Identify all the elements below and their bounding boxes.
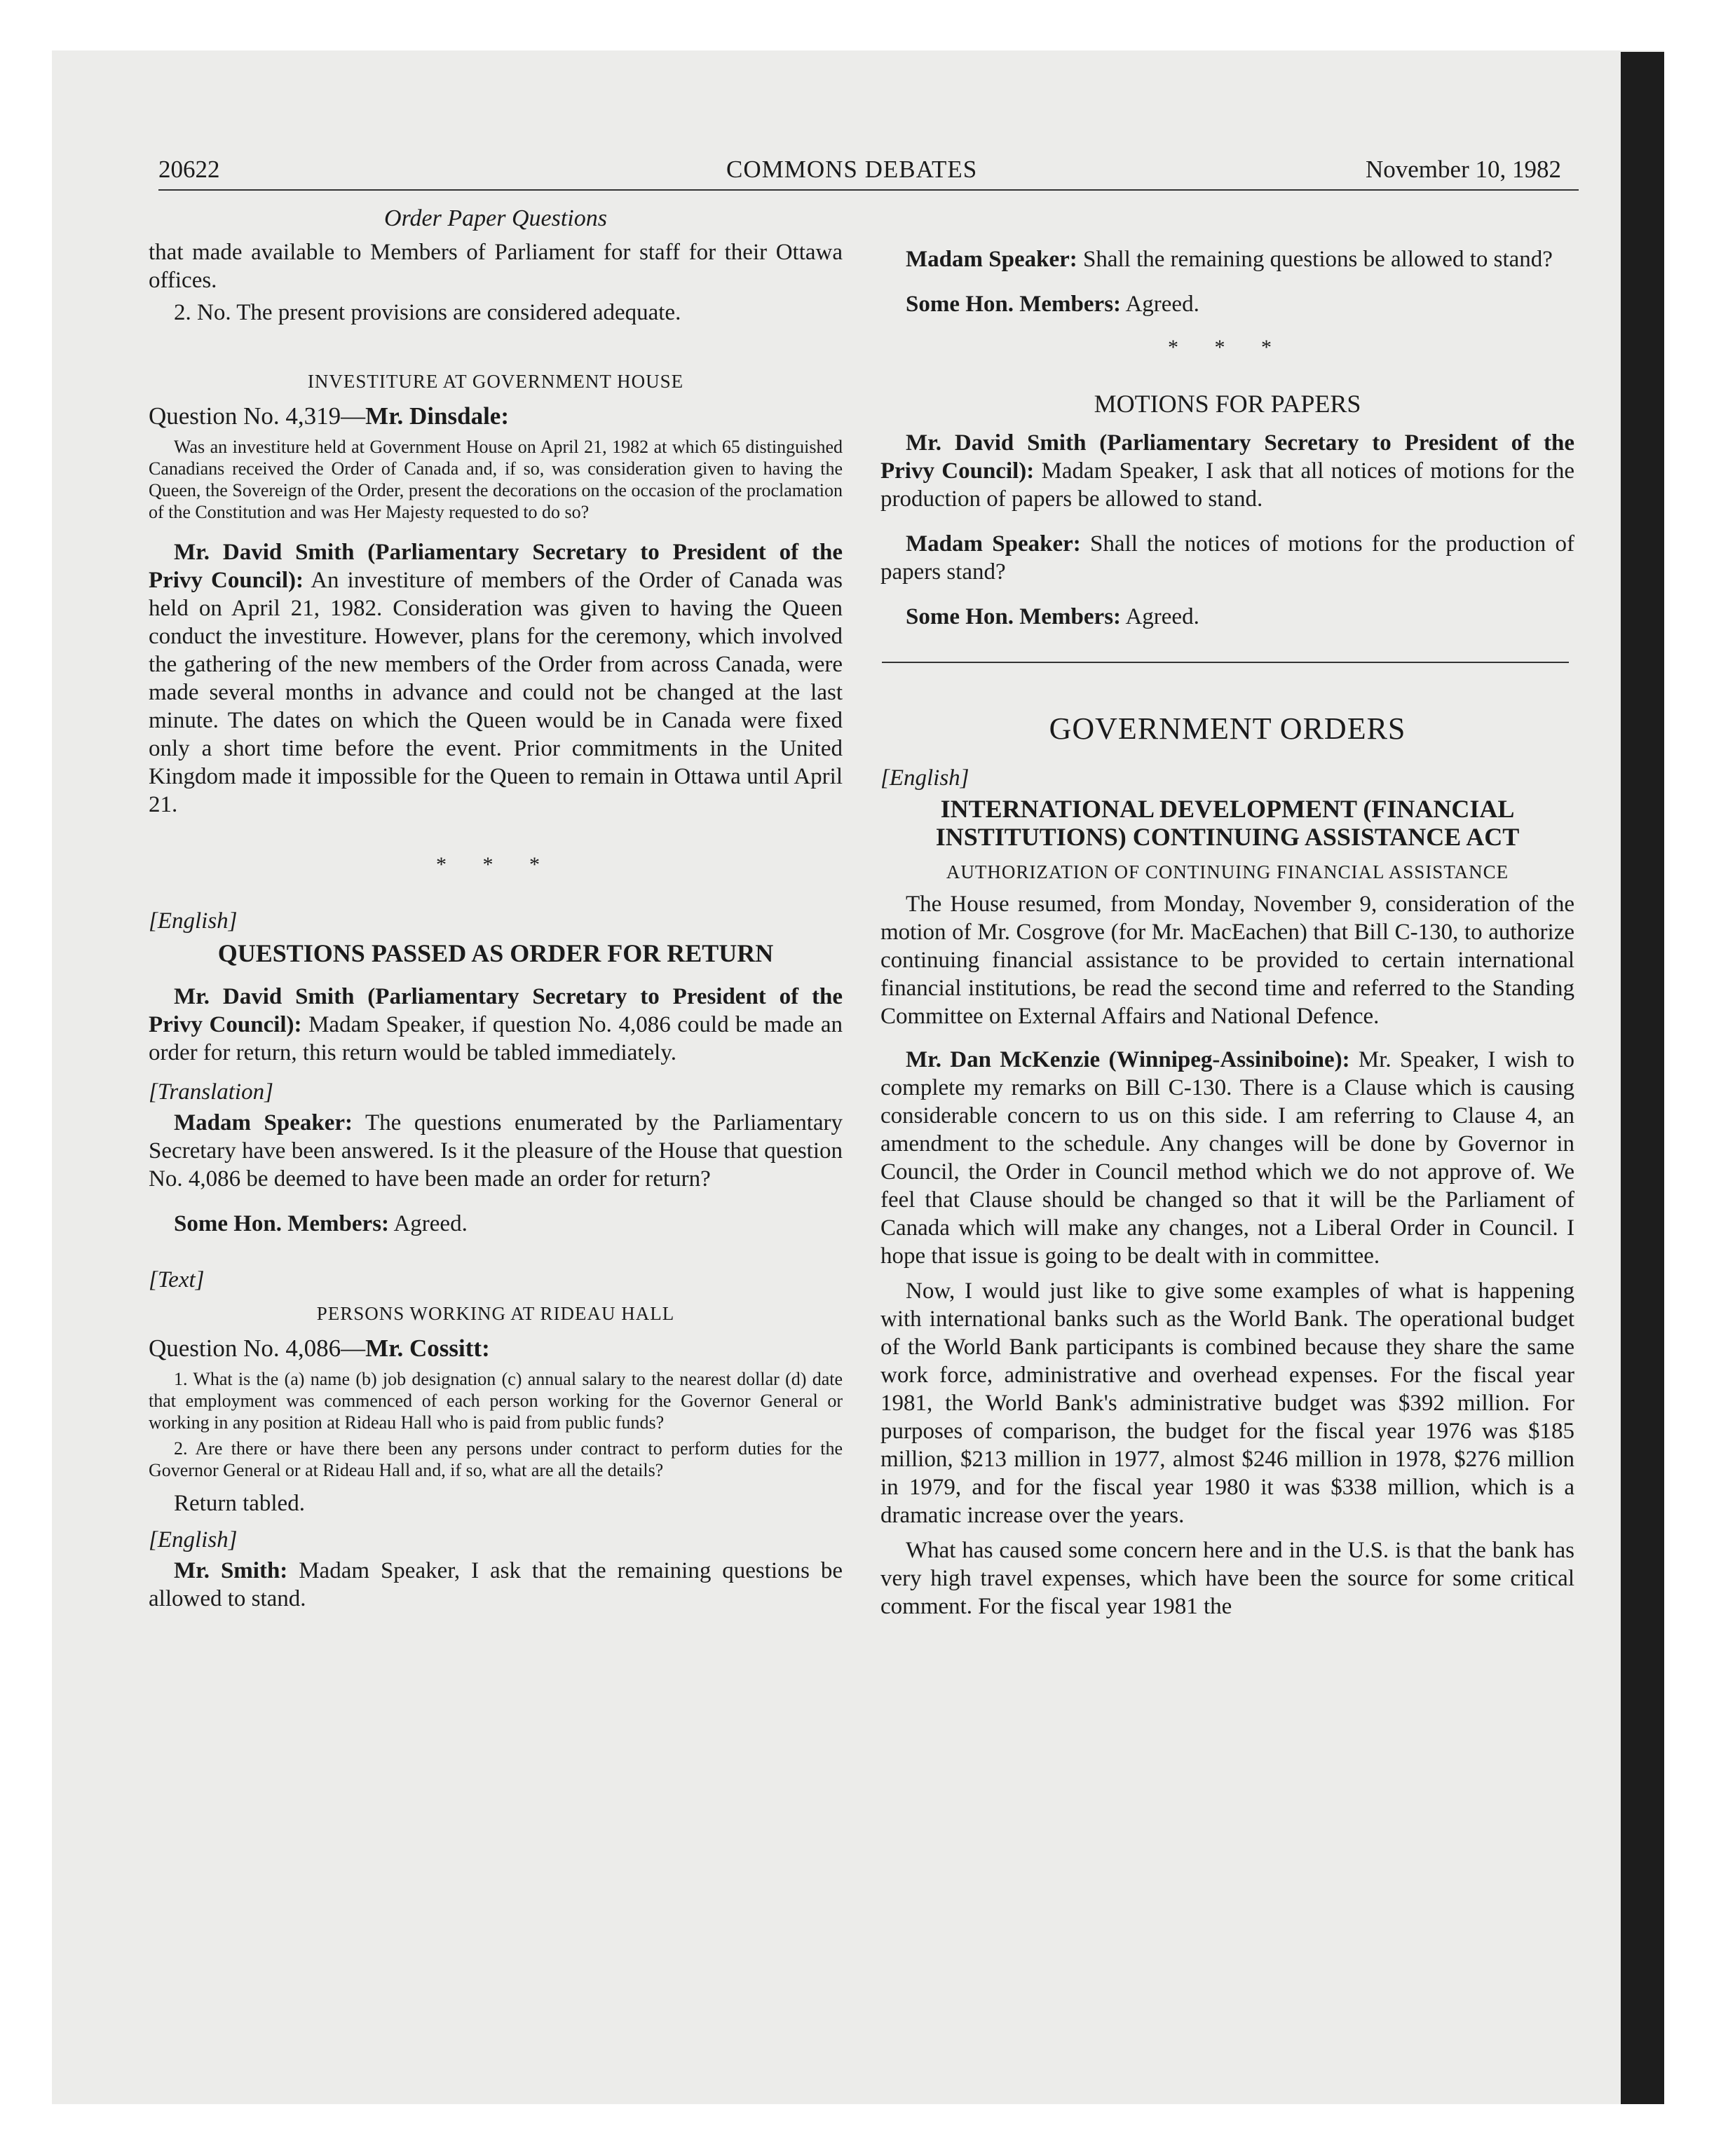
paragraph: What has caused some concern here and in the U.S. is that the bank has very high travel expenses, which have been the source for some critical comment. For the fiscal year 1981 the (880, 1538, 1574, 1619)
speech-paragraph: Madam Speaker: The questions enumerated by the Parliamentary Secretary have been answered. Is it the pleasure of the House that question No. 4,086 be deemed to have been made an order for return? (149, 1110, 843, 1192)
scan-edge-shadow (1621, 52, 1664, 2104)
question-number: Question No. 4,319— (149, 402, 366, 430)
page-number: 20622 (158, 156, 220, 183)
speech-paragraph: Some Hon. Members: Agreed. (906, 604, 1199, 629)
speaker-name: Mr. David Smith (Parliamentary Secretary to President of the Privy Council): (149, 984, 843, 1037)
answer-text: An investiture of members of the Order of Canada was held on April 21, 1982. Consideration was given to having the Queen conduct the investiture. However, plans for the ceremony, which involved the gathering of the new members of the Order from across Canada, were made several months in advance and could not be changed at the last minute. The dates on which the Queen would be in Canada were fixed only a short time before the event. Prior commitments in the United Kingdom made it impossible for the Queen to remain in Ottawa until April 21. (149, 568, 843, 817)
question-text: 1. What is the (a) name (b) job designation (c) annual salary to the nearest dollar (d) date that employment was commenced of each person working for the Governor General or working in any position at Rideau Hall who is paid from public funds? (149, 1369, 843, 1433)
language-tag: [Translation] (149, 1079, 273, 1105)
speaker-name: Some Hon. Members: (906, 604, 1122, 629)
page-date: November 10, 1982 (1366, 156, 1561, 183)
paragraph: 2. No. The present provisions are considered adequate. (174, 300, 681, 325)
speech-paragraph: Madam Speaker: Shall the remaining questions be allowed to stand? (906, 247, 1553, 272)
language-tag: [English] (149, 1527, 238, 1553)
section-separator-stars: * * * (1168, 336, 1287, 359)
answer-paragraph: Mr. David Smith (Parliamentary Secretary to President of the Privy Council): Madam Speaker, if question No. 4,086 could be made an order for return, this return would be tabled immediately. (149, 984, 843, 1065)
section-rule (882, 662, 1569, 663)
left-column (149, 205, 843, 1613)
paragraph: The House resumed, from Monday, November 9, consideration of the motion of Mr. Cosgrove (for Mr. MacEachen) that Bill C-130, to authorize continuing financial assistance to be provided to certain international financial institutions, be read the second time and referred to the Standing Committee on External Affairs and National Defence. (880, 892, 1574, 1029)
subject-heading: INVESTITURE AT GOVERNMENT HOUSE (307, 371, 684, 392)
section-heading: Order Paper Questions (384, 205, 607, 231)
question-line (149, 1335, 843, 1363)
speech-paragraph: Mr. David Smith (Parliamentary Secretary to President of the Privy Council): Madam Speaker, I ask that all notices of motions for the production of papers be allowed to stand. (880, 430, 1574, 512)
return-tabled: Return tabled. (174, 1491, 305, 1516)
paragraph: that made available to Members of Parliament for staff for their Ottawa offices. (149, 240, 843, 293)
question-number: Question No. 4,086— (149, 1335, 366, 1362)
subject-heading: MOTIONS FOR PAPERS (1094, 390, 1361, 418)
speaker-name: Some Hon. Members: (906, 292, 1122, 317)
speaker-name: Some Hon. Members: (174, 1211, 390, 1236)
questioner-name: Mr. Dinsdale: (365, 402, 509, 430)
answer-paragraph (149, 538, 843, 819)
question-text: Was an investiture held at Government House on April 21, 1982 at which 65 distinguished Canadians received the Order of Canada and, if so, was consideration given to having the Queen, the Sovereign of the Order, present the decorations on the occasion of the proclamation of the Constitution and was Her Majesty requested to do so? (149, 437, 843, 522)
speech-paragraph: Some Hon. Members: Agreed. (174, 1211, 468, 1236)
question-text: 2. Are there or have there been any persons under contract to perform duties for the Governor General or at Rideau Hall and, if so, what are all the details? (149, 1438, 843, 1480)
speech-paragraph: Some Hon. Members: Agreed. (906, 292, 1199, 317)
speaker-name: Madam Speaker: (906, 531, 1081, 557)
bill-title: INTERNATIONAL DEVELOPMENT (FINANCIAL INSTITUTIONS) CONTINUING ASSISTANCE ACT (935, 795, 1520, 851)
speaker-name: Mr. David Smith (Parliamentary Secretary to President of the Privy Council): (880, 430, 1574, 484)
major-heading: GOVERNMENT ORDERS (1049, 711, 1406, 746)
speaker-name: Madam Speaker: (174, 1110, 353, 1135)
speech-paragraph: Madam Speaker: Shall the notices of motions for the production of papers stand? (880, 531, 1575, 585)
publication-title: COMMONS DEBATES (726, 156, 978, 183)
speaker-name: Mr. Smith: (174, 1558, 288, 1583)
subject-heading: PERSONS WORKING AT RIDEAU HALL (316, 1303, 675, 1324)
right-column (880, 245, 1574, 1621)
subject-heading: AUTHORIZATION OF CONTINUING FINANCIAL ASSISTANCE (946, 861, 1509, 882)
paragraph: Now, I would just like to give some examples of what is happening with international banks such as the World Bank. The operational budget of the World Bank participants is combined because they share the same work force, administrative and overhead expenses. For the fiscal year 1981, the World Bank's administrative budget was $392 million. For purposes of comparison, the budget for the fiscal year 1976 was $185 million, $213 million in 1977, almost $246 million in 1978, $276 million in 1979, and for the fiscal year 1980 it was $338 million, which is a dramatic increase over the years. (880, 1278, 1574, 1528)
speaker-name: Mr. David Smith (Parliamentary Secretary to President of the Privy Council): (149, 540, 843, 593)
language-tag: [Text] (149, 1267, 205, 1292)
subject-heading: QUESTIONS PASSED AS ORDER FOR RETURN (217, 939, 774, 967)
header-rule (158, 189, 1579, 191)
speaker-name: Madam Speaker: (906, 247, 1077, 272)
speech-paragraph: Mr. Smith: Madam Speaker, I ask that the remaining questions be allowed to stand. (149, 1558, 843, 1611)
speaker-name: Mr. Dan McKenzie (Winnipeg-Assiniboine): (906, 1047, 1350, 1072)
questioner-name: Mr. Cossitt: (365, 1335, 490, 1362)
speech-paragraph: Mr. Dan McKenzie (Winnipeg-Assiniboine): Mr. Speaker, I wish to complete my remarks on Bill C-130. There is a Clause which is causing considerable concern to us on this side. I am referring to Clause 4, an amendment to the schedule. Any changes will be done by Governor in Council, the Order in Council method which we do not approve of. We feel that Clause should be changed so that it will be the Parliament of Canada which will make any changes, not a Liberal Order in Council. I hope that issue is going to be dealt with in committee. (880, 1047, 1574, 1269)
question-line (149, 402, 843, 430)
language-tag: [English] (149, 908, 238, 934)
section-separator-stars: * * * (436, 853, 555, 876)
language-tag: [English] (880, 765, 969, 791)
